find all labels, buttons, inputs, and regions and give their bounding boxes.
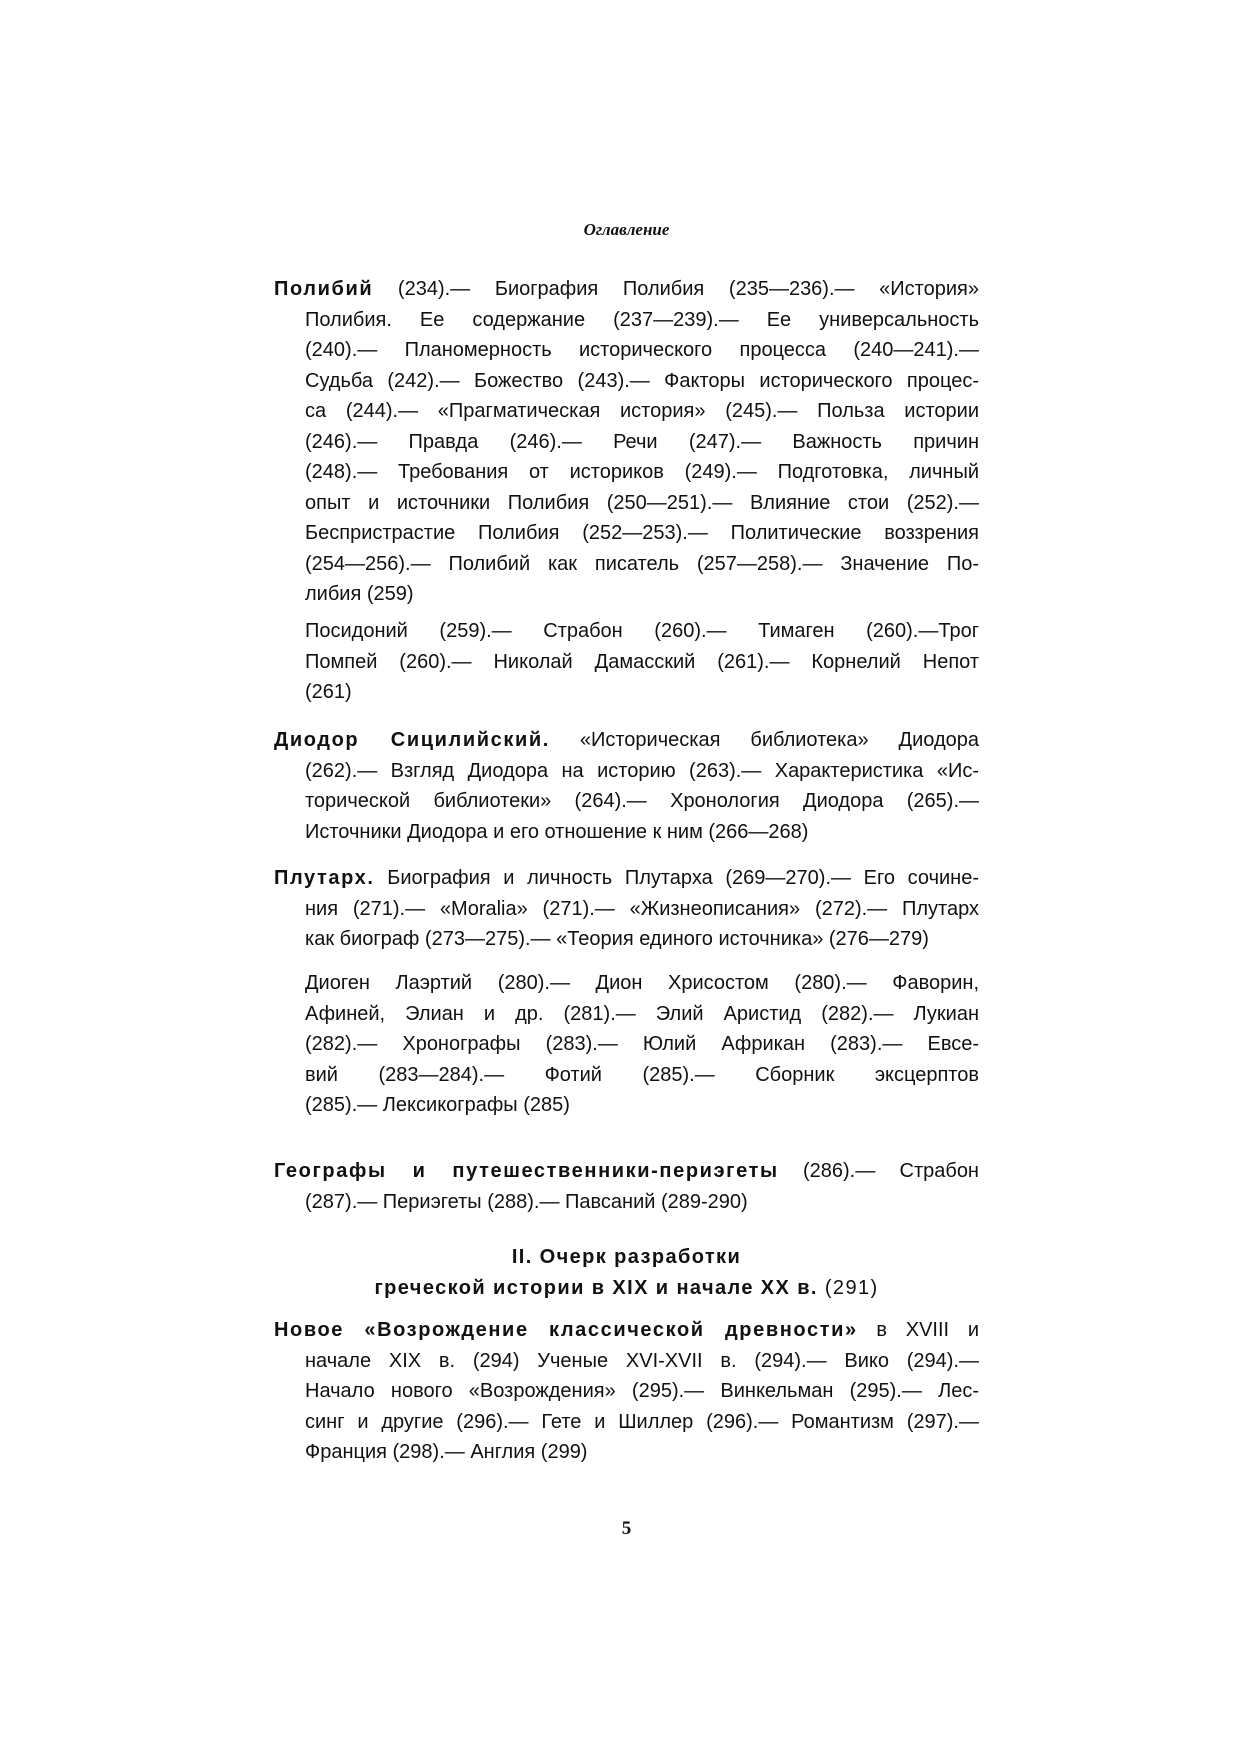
toc-line: синг и другие (296).— Гете и Шиллер (296).— Романтизм (297).— xyxy=(305,1410,979,1433)
toc-line: Источники Диодора и его отношение к ним (266—268) xyxy=(305,820,809,843)
toc-line: Диоген Лаэртий (280).— Дион Хрисостом (280).— Фаворин, xyxy=(305,972,979,994)
toc-entry-text: Биография и личность Плутарха (269—270).— Его сочине- xyxy=(374,867,979,889)
toc-line: (282).— Хронографы (283).— Юлий Африкан (283).— Евсе- xyxy=(305,1033,979,1055)
toc-entry-text: «Историческая библиотека» Диодора xyxy=(549,729,979,751)
toc-entry xyxy=(274,616,979,708)
toc-line: (248).— Требования от историков (249).— Подготовка, личный xyxy=(305,461,979,483)
toc-line: Беспристрастие Полибия (252—253).— Политические воззрения xyxy=(305,522,979,544)
section-heading-line1: II. Очерк разработки xyxy=(511,1246,742,1268)
toc-line: Начало нового «Возрождения» (295).— Винкельман (295).— Лес- xyxy=(305,1380,979,1402)
toc-line xyxy=(274,1156,979,1187)
toc-entry xyxy=(274,274,979,610)
toc-line: торической библиотеки» (264).— Хронология Диодора (265).— xyxy=(305,790,979,812)
toc-line: Помпей (260).— Николай Дамасский (261).— Корнелий Непот xyxy=(305,650,979,673)
toc-line: (261) xyxy=(305,681,352,703)
running-header: Оглавление xyxy=(583,220,670,239)
toc-line: Франция (298).— Англия (299) xyxy=(305,1441,588,1463)
toc-line xyxy=(274,725,979,756)
section-heading-line2 xyxy=(274,1273,979,1304)
section-heading xyxy=(274,1242,979,1303)
toc-line: Полибия. Ее содержание (237—239).— Ее универсальность xyxy=(305,308,979,331)
toc-line: (254—256).— Полибий как писатель (257—258).— Значение По- xyxy=(305,552,979,575)
toc-line: начале XIX в. (294) Ученые XVI-XVII в. (294).— Вико (294).— xyxy=(305,1349,979,1372)
toc-entry-head: Полибий xyxy=(274,278,374,300)
toc-line: са (244).— «Прагматическая история» (245).— Польза истории xyxy=(305,400,979,422)
toc-line: (285).— Лексикографы (285) xyxy=(305,1094,570,1116)
toc-line: (240).— Планомерность исторического процесса (240—241).— xyxy=(305,339,979,361)
page-number: 5 xyxy=(621,1518,632,1539)
toc-entry-head: Новое «Возрождение классической древности» xyxy=(274,1319,858,1341)
toc-line: Посидоний (259).— Страбон (260).— Тимаген (260).—Трог xyxy=(305,620,979,642)
toc-line: (262).— Взгляд Диодора на историю (263).— Характеристика «Ис- xyxy=(305,759,979,782)
toc-line: (246).— Правда (246).— Речи (247).— Важность причин xyxy=(305,430,979,453)
toc-entry xyxy=(274,1156,979,1217)
toc-line: (287).— Периэгеты (288).— Павсаний (289-290) xyxy=(305,1190,748,1213)
toc-entry-head: Плутарх. xyxy=(274,867,375,889)
toc-entry-head: Диодор Сицилийский. xyxy=(274,729,550,751)
toc-line: опыт и источники Полибия (250—251).— Влияние стои (252).— xyxy=(305,491,979,514)
toc-line: как биограф (273—275).— «Теория единого источника» (276—279) xyxy=(305,928,929,950)
toc-line xyxy=(274,863,979,894)
toc-line: вий (283—284).— Фотий (285).— Сборник эксцерптов xyxy=(305,1063,979,1086)
toc-entry xyxy=(274,968,979,1121)
toc-line: либия (259) xyxy=(305,583,414,605)
toc-entry-text: (234).— Биография Полибия (235—236).— «История» xyxy=(373,278,979,300)
toc-line: Судьба (242).— Божество (243).— Факторы исторического процес- xyxy=(305,369,979,392)
section-title: греческой истории в XIX и начале XX в. xyxy=(374,1276,818,1299)
toc-line xyxy=(274,1315,979,1346)
toc-line xyxy=(274,274,979,305)
toc-entry-text: в XVIII и xyxy=(857,1319,979,1341)
toc-entry xyxy=(274,863,979,955)
toc-entry-head: Географы и путешественники-периэгеты xyxy=(274,1160,779,1182)
toc-line: ния (271).— «Moralia» (271).— «Жизнеописания» (272).— Плутарх xyxy=(305,897,979,920)
toc-line: Афиней, Элиан и др. (281).— Элий Аристид (282).— Лукиан xyxy=(305,1002,979,1025)
toc-entry-text: (286).— Страбон xyxy=(778,1160,979,1182)
toc-entry xyxy=(274,725,979,847)
section-pages: (291) xyxy=(817,1276,879,1299)
toc-entry xyxy=(274,1315,979,1468)
